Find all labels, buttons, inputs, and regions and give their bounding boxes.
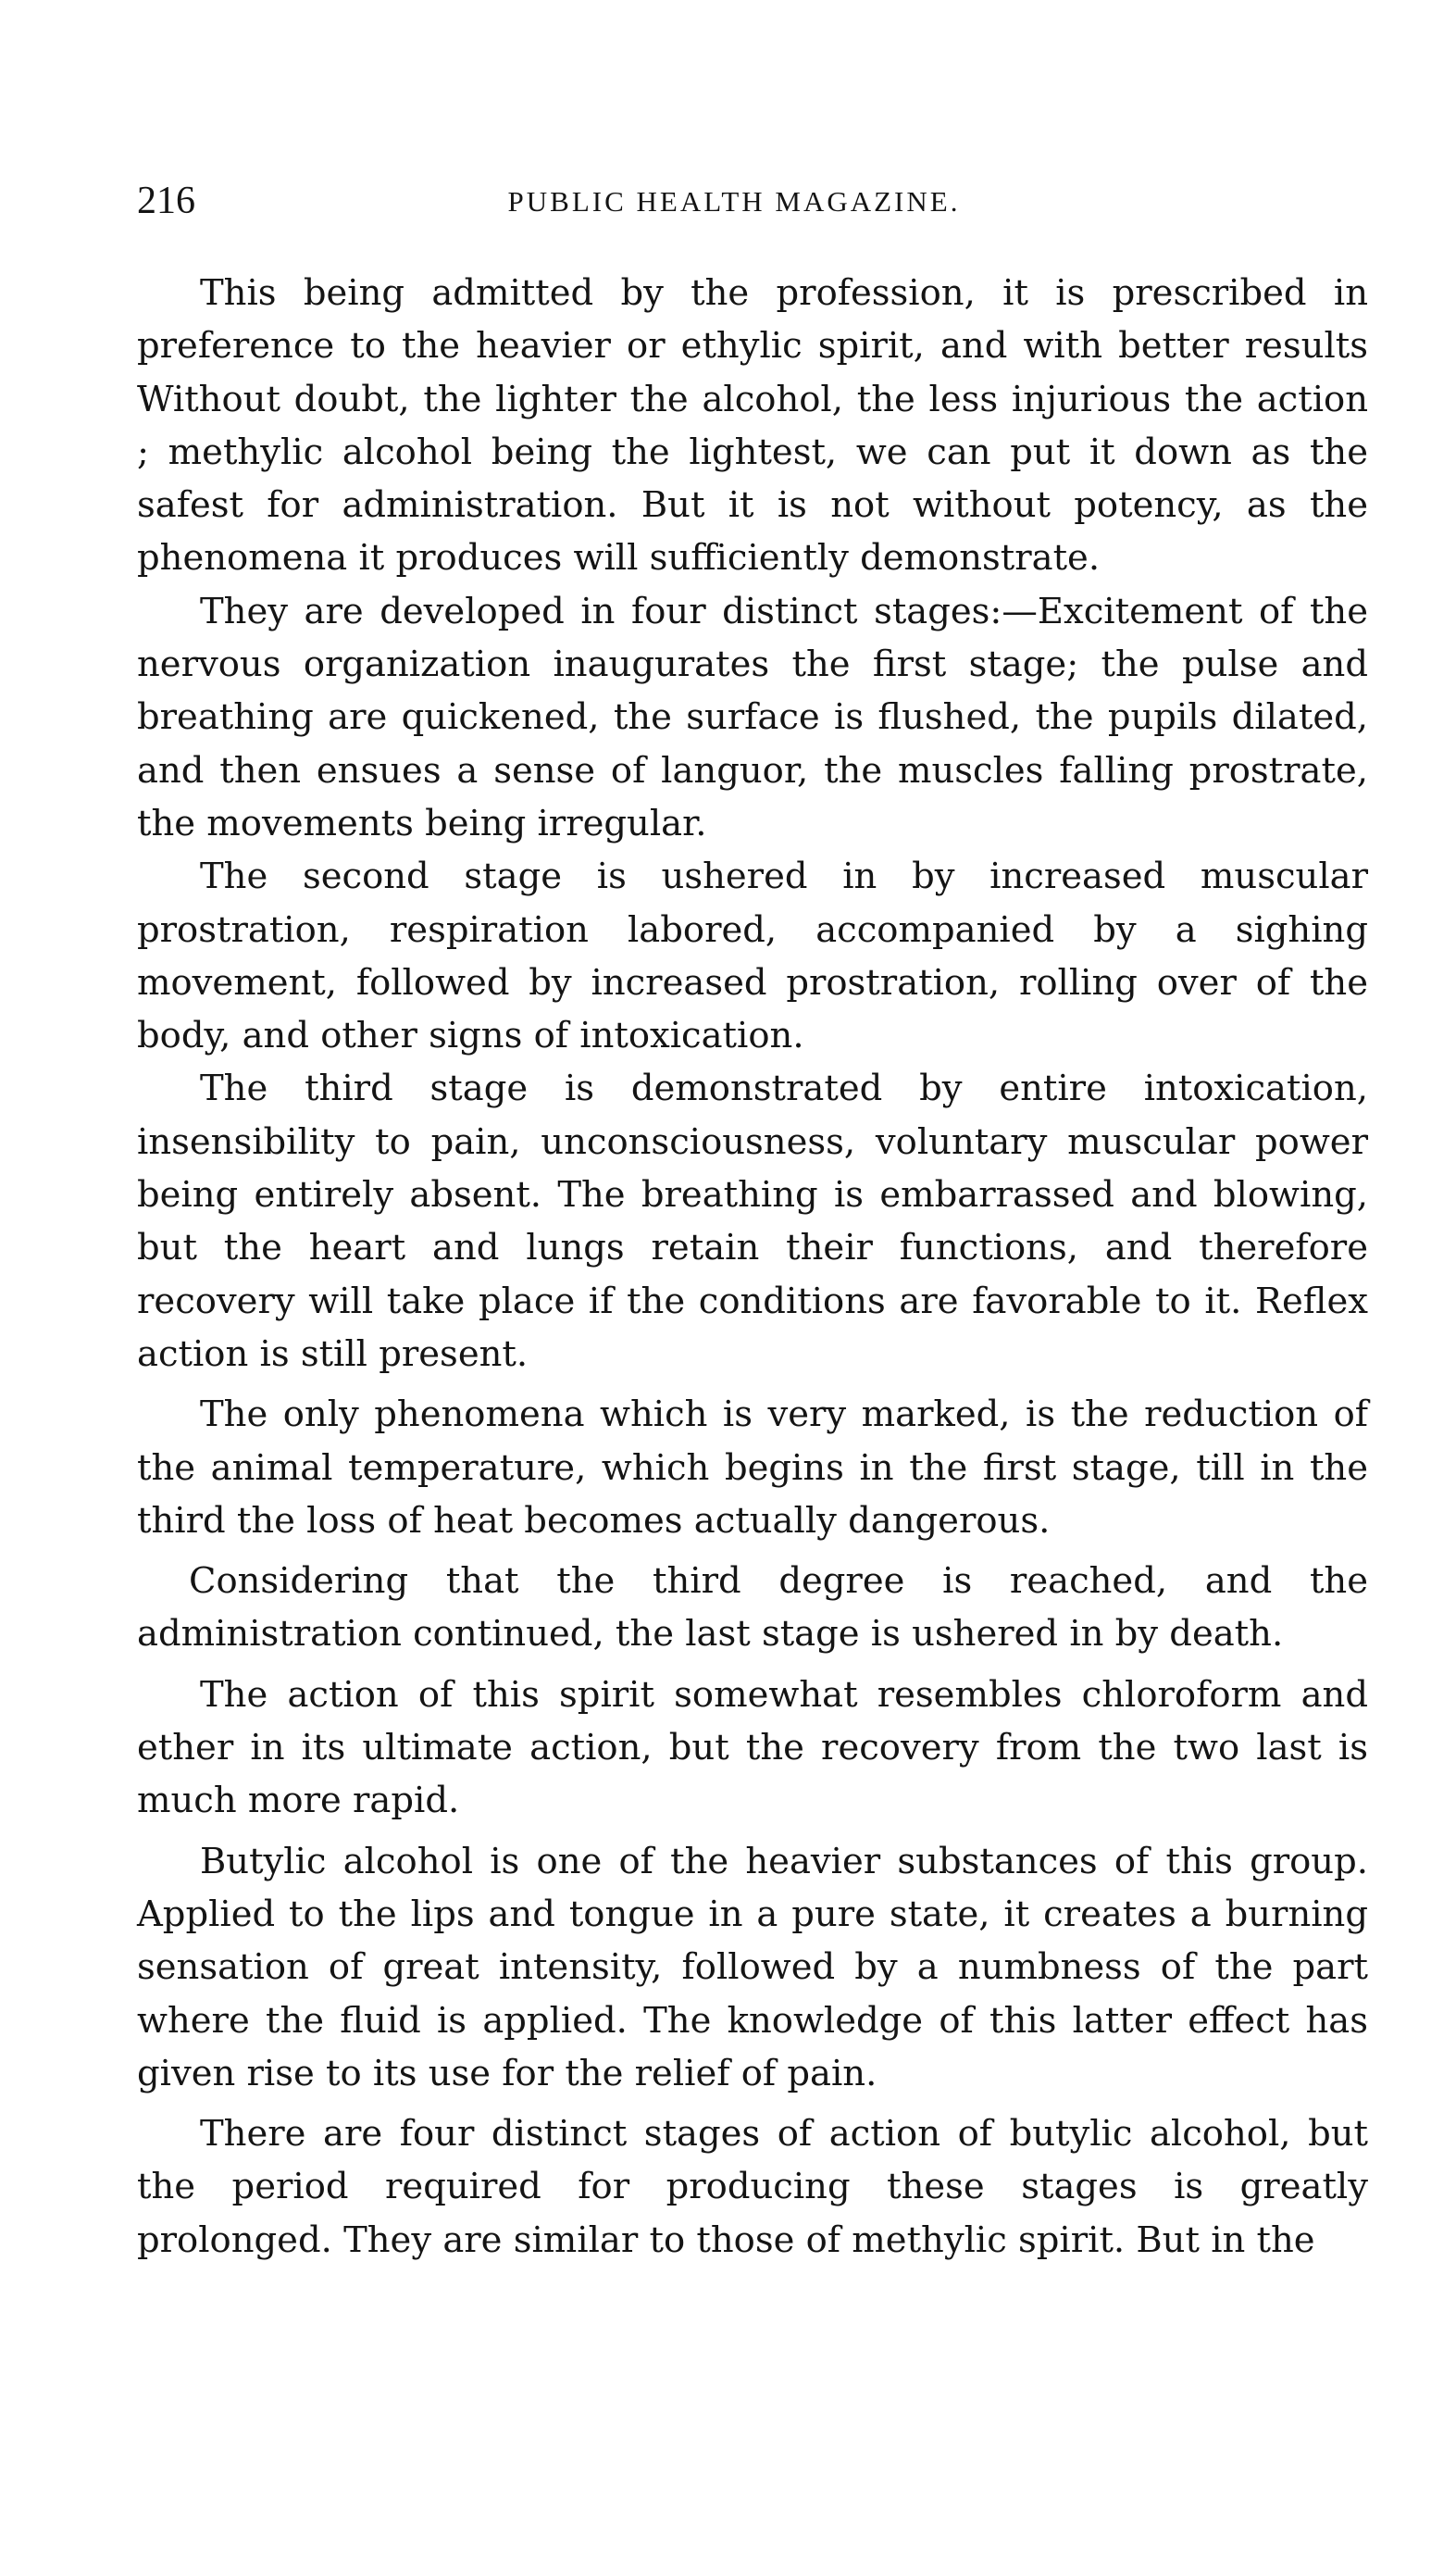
page-number: 216 [137, 180, 195, 222]
paragraph-7: The action of this spirit somewhat resembles chloroform and ether in its ultimate action, but the recovery from the two last is much more rapid. [137, 1673, 1368, 1822]
paragraph-6: Considering that the third degree is reached, and the administration continued, the last stage is ushered in by death. [137, 1560, 1368, 1656]
paragraph-4: The third stage is demonstrated by entire intoxication, insensibility to pain, unconsciousness, voluntary muscular power being entirely absent. The breathing is embarrassed and blowing, but the heart and lungs retain their functions, and therefore recovery will take place if the conditions are favorable to it. Reflex action is still present. [137, 1068, 1368, 1375]
paragraph-9: There are four distinct stages of action of butylic alcohol, but the period required for producing these stages is greatly prolonged. They are similar to those of methylic spirit. But in the [137, 2113, 1368, 2261]
paragraph-2: They are developed in four distinct stages:—Excitement of the nervous organization inaugurates the first stage; the pulse and breathing are quickened, the surface is flushed, the pupils dilated, and then ensues a sense of languor, the muscles falling prostrate, the movements being irregular. [137, 590, 1368, 844]
paragraph-5: The only phenomena which is very marked, is the reduction of the animal temperature, which begins in the first stage, till in the third the loss of heat becomes actually dangerous. [137, 1393, 1368, 1542]
journal-title: PUBLIC HEALTH MAGAZINE. [507, 185, 961, 218]
paragraph-8: Butylic alcohol is one of the heavier substances of this group. Applied to the lips and tongue in a pure state, it creates a burning sensation of great intensity, followed by a numbness of the part where the fluid is applied. The knowledge of this latter effect has given rise to its use for the relief of pain. [137, 1840, 1368, 2094]
running-head [137, 178, 1368, 224]
paragraph-1: This being admitted by the profession, it is prescribed in preference to the heavier or ethylic spirit, and with better results Without doubt, the lighter the alcohol, the less injurious the action ; methylic alcohol being the lightest, we can put it down as the safest for administration. But it is not without potency, as the phenomena it produces will sufficiently demonstrate. [137, 272, 1368, 580]
body-text [137, 267, 1368, 2267]
paragraph-3: The second stage is ushered in by increased muscular prostration, respiration labored, accompanied by a sighing movement, followed by increased prostration, rolling over of the body, and other signs of intoxication. [137, 856, 1368, 1057]
